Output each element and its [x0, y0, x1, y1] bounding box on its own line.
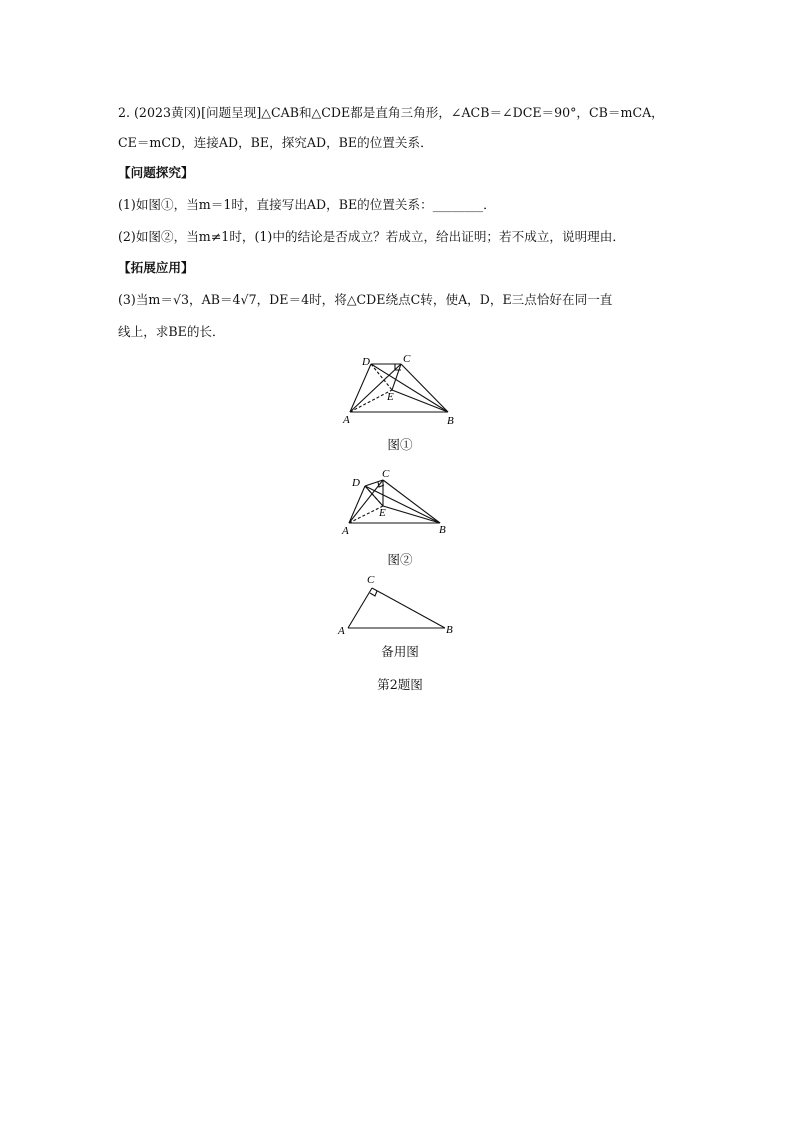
fig2-label-a: A — [342, 525, 349, 537]
figure-2-diagram — [335, 466, 465, 538]
fig1-label-c: C — [403, 353, 411, 365]
fig2-label-d: D — [352, 477, 360, 489]
question-3-line-1: (3)当m＝√3，AB＝4√7，DE＝4时，将△CDE绕点C转，使A，D，E三点恰好在同一直 — [118, 292, 613, 307]
figure-1-diagram — [335, 350, 465, 425]
fig2-label-e: E — [379, 507, 386, 519]
question-1: (1)如图①，当m＝1时，直接写出AD，BE的位置关系：________． — [118, 197, 496, 212]
problem-line-1: 2. (2023黄冈)[问题呈现]△CAB和△CDE都是直角三角形，∠ACB＝∠DCE＝90°，CB＝mCA， — [118, 105, 664, 120]
fig1-label-b: B — [447, 415, 454, 425]
question-3-line-2: 线上，求BE的长． — [118, 324, 225, 339]
figure-3-diagram — [330, 570, 465, 640]
figure-1-caption: 图① — [387, 437, 413, 452]
fig2-label-c: C — [382, 468, 390, 480]
figures-group-caption: 第2题图 — [377, 677, 423, 692]
figure-3-caption: 备用图 — [381, 644, 419, 659]
section-heading-explore: 【问题探究】 — [118, 165, 194, 180]
section-heading-apply: 【拓展应用】 — [118, 260, 194, 275]
problem-line-2: CE＝mCD，连接AD，BE，探究AD，BE的位置关系． — [118, 135, 433, 150]
fig3-label-c: C — [367, 574, 375, 586]
fig1-label-e: E — [387, 391, 394, 403]
question-2: (2)如图②，当m≠1时，(1)中的结论是否成立？若成立，给出证明；若不成立，说明理由． — [118, 229, 625, 244]
fig2-label-b: B — [439, 524, 446, 536]
fig3-label-b: B — [446, 624, 453, 636]
fig3-label-a: A — [338, 625, 345, 637]
figure-2-caption: 图② — [387, 552, 413, 567]
fig1-label-a: A — [343, 414, 350, 425]
fig1-label-d: D — [362, 356, 370, 368]
